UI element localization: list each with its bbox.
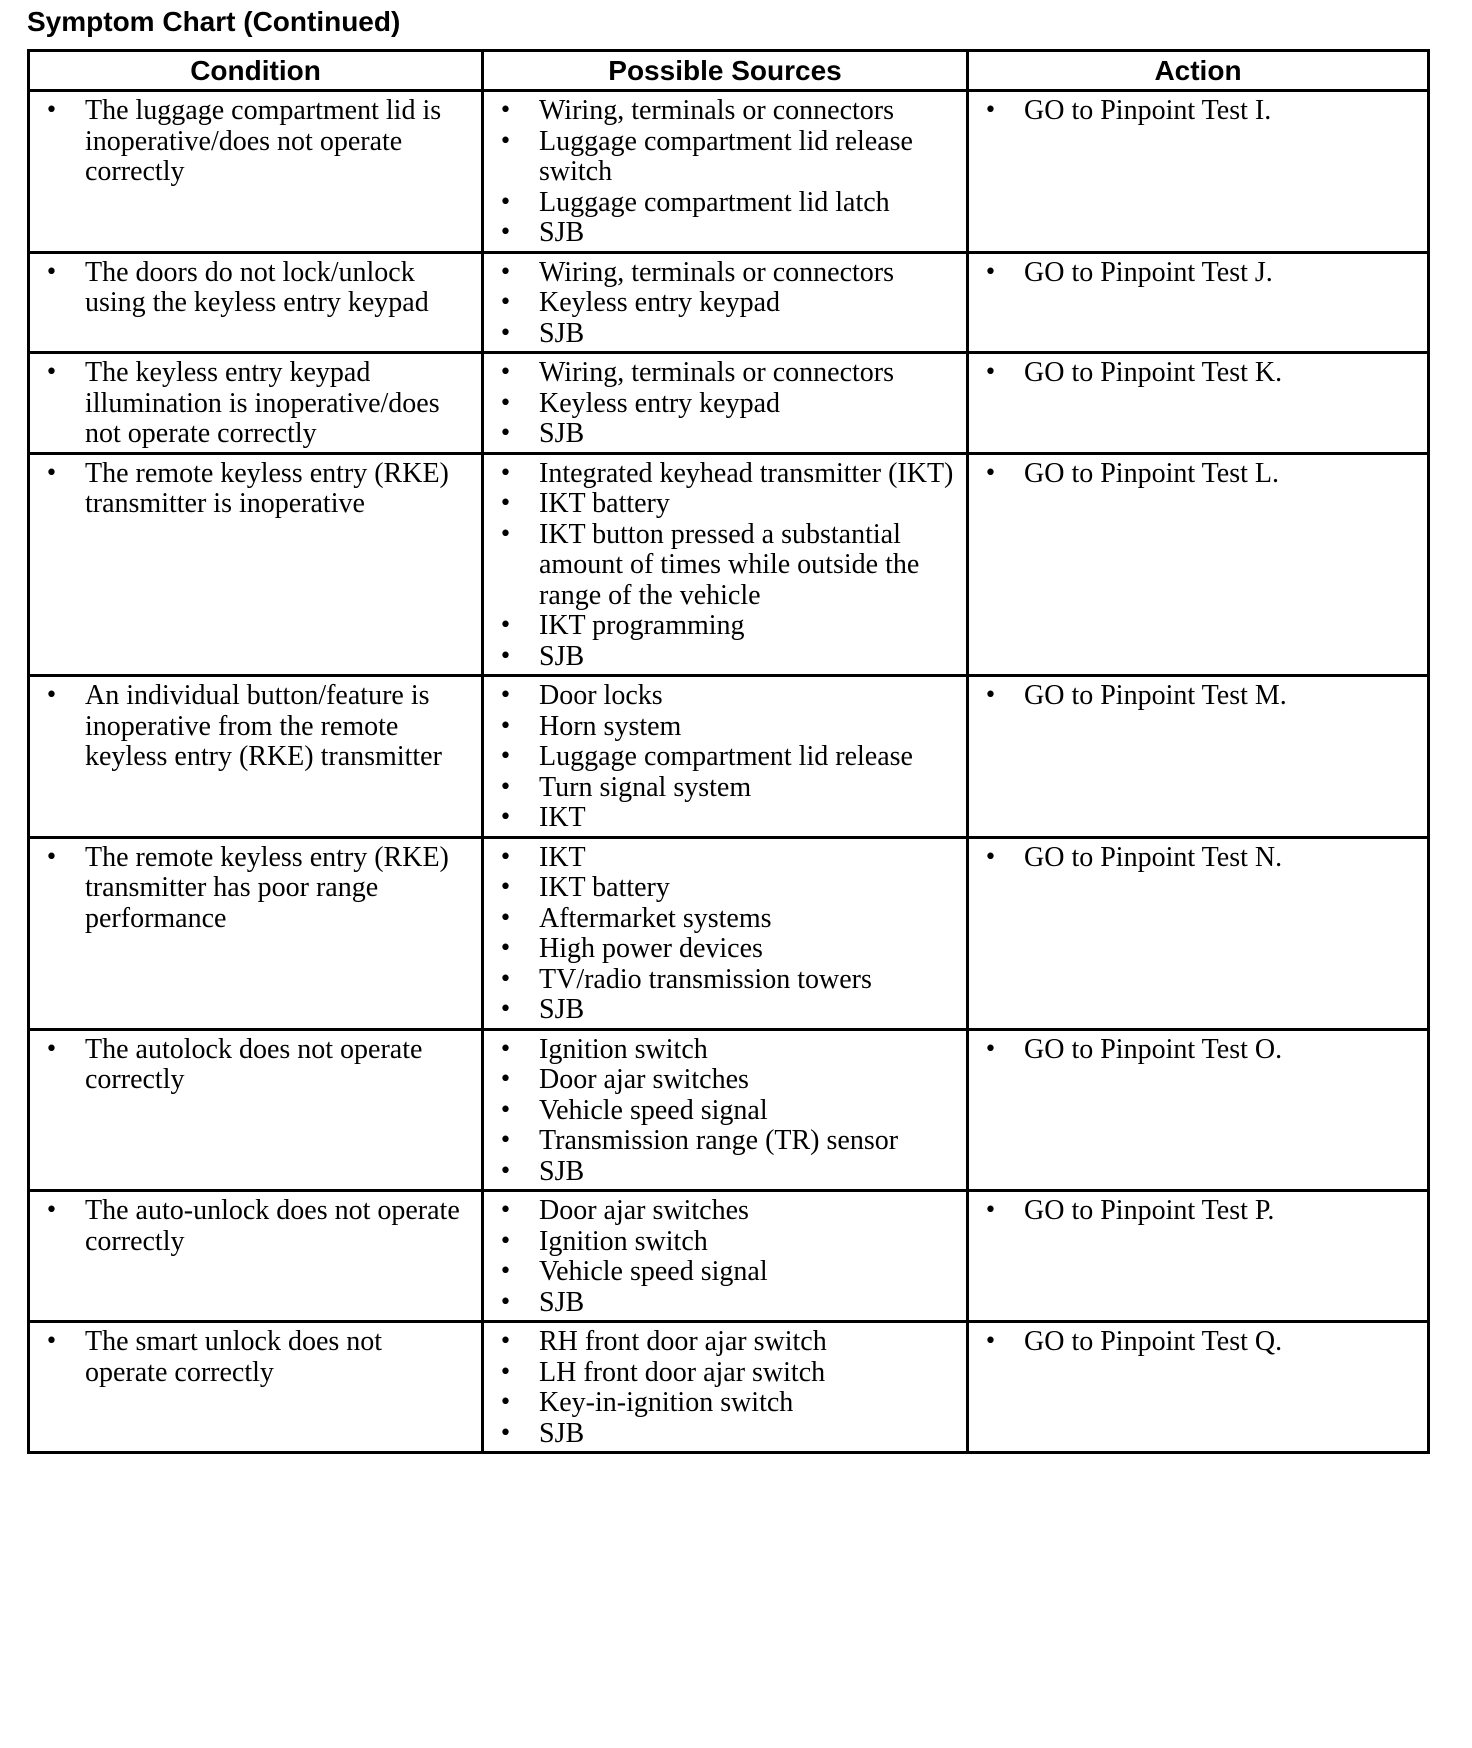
sources-cell bbox=[483, 453, 968, 676]
bullet-item: • SJB bbox=[484, 419, 966, 450]
condition-cell-list bbox=[30, 1327, 481, 1388]
sources-cell bbox=[483, 252, 968, 353]
bullet-item: • SJB bbox=[484, 1157, 966, 1188]
table-row bbox=[29, 837, 1429, 1029]
condition-cell bbox=[29, 676, 483, 838]
bullet-item: • IKT battery bbox=[484, 873, 966, 904]
condition-cell bbox=[29, 837, 483, 1029]
bullet-item: • Key-in-ignition switch bbox=[484, 1388, 966, 1419]
column-header-possible-sources: Possible Sources bbox=[483, 51, 968, 91]
condition-cell-list bbox=[30, 96, 481, 188]
bullet-item: • Wiring, terminals or connectors bbox=[484, 96, 966, 127]
bullet-item: • Aftermarket systems bbox=[484, 904, 966, 935]
condition-cell-list bbox=[30, 459, 481, 520]
bullet-item: • Luggage compartment lid release switch bbox=[484, 127, 966, 188]
column-header-action: Action bbox=[968, 51, 1429, 91]
bullet-item: • IKT programming bbox=[484, 611, 966, 642]
bullet-item: • The keyless entry keypad illumination is inoperative/does not operate correctly bbox=[30, 358, 481, 450]
bullet-item: • Wiring, terminals or connectors bbox=[484, 358, 966, 389]
condition-cell bbox=[29, 1322, 483, 1453]
bullet-item: • Turn signal system bbox=[484, 773, 966, 804]
action-cell-list bbox=[969, 258, 1427, 289]
bullet-item: • Transmission range (TR) sensor bbox=[484, 1126, 966, 1157]
condition-cell bbox=[29, 453, 483, 676]
condition-cell-list bbox=[30, 1035, 481, 1096]
condition-cell-list bbox=[30, 681, 481, 773]
table-row bbox=[29, 91, 1429, 253]
bullet-item: • GO to Pinpoint Test J. bbox=[969, 258, 1427, 289]
action-cell-list bbox=[969, 358, 1427, 389]
action-cell bbox=[968, 453, 1429, 676]
bullet-item: • Vehicle speed signal bbox=[484, 1096, 966, 1127]
sources-cell bbox=[483, 1191, 968, 1322]
bullet-item: • The luggage compartment lid is inoperative/does not operate correctly bbox=[30, 96, 481, 188]
table-row bbox=[29, 676, 1429, 838]
condition-cell bbox=[29, 1191, 483, 1322]
bullet-item: • Keyless entry keypad bbox=[484, 288, 966, 319]
bullet-item: • SJB bbox=[484, 642, 966, 673]
condition-cell bbox=[29, 1029, 483, 1191]
sources-cell bbox=[483, 1322, 968, 1453]
bullet-item: • Door ajar switches bbox=[484, 1065, 966, 1096]
bullet-item: • GO to Pinpoint Test N. bbox=[969, 843, 1427, 874]
condition-cell bbox=[29, 252, 483, 353]
bullet-item: • Ignition switch bbox=[484, 1227, 966, 1258]
sources-cell-list bbox=[484, 1035, 966, 1188]
table-row bbox=[29, 1191, 1429, 1322]
bullet-item: • IKT button pressed a substantial amount of times while outside the range of the vehicle bbox=[484, 520, 966, 612]
action-cell-list bbox=[969, 1327, 1427, 1358]
bullet-item: • An individual button/feature is inoperative from the remote keyless entry (RKE) transmitter bbox=[30, 681, 481, 773]
sources-cell-list bbox=[484, 459, 966, 673]
bullet-item: • TV/radio transmission towers bbox=[484, 965, 966, 996]
bullet-item: • GO to Pinpoint Test Q. bbox=[969, 1327, 1427, 1358]
table-row bbox=[29, 252, 1429, 353]
condition-cell-list bbox=[30, 843, 481, 935]
bullet-item: • Door locks bbox=[484, 681, 966, 712]
table-row bbox=[29, 453, 1429, 676]
bullet-item: • Ignition switch bbox=[484, 1035, 966, 1066]
symptom-chart-table bbox=[27, 49, 1430, 1454]
action-cell-list bbox=[969, 1035, 1427, 1066]
sources-cell-list bbox=[484, 681, 966, 834]
action-cell bbox=[968, 353, 1429, 454]
bullet-item: • GO to Pinpoint Test O. bbox=[969, 1035, 1427, 1066]
condition-cell-list bbox=[30, 358, 481, 450]
bullet-item: • SJB bbox=[484, 218, 966, 249]
bullet-item: • Keyless entry keypad bbox=[484, 389, 966, 420]
bullet-item: • The smart unlock does not operate correctly bbox=[30, 1327, 481, 1388]
action-cell bbox=[968, 252, 1429, 353]
bullet-item: • The auto-unlock does not operate correctly bbox=[30, 1196, 481, 1257]
table-header-row bbox=[29, 51, 1429, 91]
bullet-item: • Horn system bbox=[484, 712, 966, 743]
column-header-condition: Condition bbox=[29, 51, 483, 91]
sources-cell-list bbox=[484, 358, 966, 450]
bullet-item: • Integrated keyhead transmitter (IKT) bbox=[484, 459, 966, 490]
condition-cell bbox=[29, 353, 483, 454]
condition-cell-list bbox=[30, 258, 481, 319]
sources-cell bbox=[483, 676, 968, 838]
bullet-item: • GO to Pinpoint Test L. bbox=[969, 459, 1427, 490]
bullet-item: • SJB bbox=[484, 319, 966, 350]
bullet-item: • GO to Pinpoint Test M. bbox=[969, 681, 1427, 712]
action-cell-list bbox=[969, 843, 1427, 874]
bullet-item: • Vehicle speed signal bbox=[484, 1257, 966, 1288]
sources-cell bbox=[483, 353, 968, 454]
bullet-item: • The autolock does not operate correctly bbox=[30, 1035, 481, 1096]
sources-cell bbox=[483, 1029, 968, 1191]
bullet-item: • RH front door ajar switch bbox=[484, 1327, 966, 1358]
condition-cell-list bbox=[30, 1196, 481, 1257]
bullet-item: • SJB bbox=[484, 995, 966, 1026]
action-cell-list bbox=[969, 1196, 1427, 1227]
bullet-item: • IKT bbox=[484, 803, 966, 834]
bullet-item: • IKT battery bbox=[484, 489, 966, 520]
action-cell bbox=[968, 837, 1429, 1029]
sources-cell-list bbox=[484, 258, 966, 350]
bullet-item: • SJB bbox=[484, 1419, 966, 1450]
action-cell bbox=[968, 1191, 1429, 1322]
action-cell bbox=[968, 1029, 1429, 1191]
condition-cell bbox=[29, 91, 483, 253]
bullet-item: • LH front door ajar switch bbox=[484, 1358, 966, 1389]
bullet-item: • Door ajar switches bbox=[484, 1196, 966, 1227]
bullet-item: • The remote keyless entry (RKE) transmitter is inoperative bbox=[30, 459, 481, 520]
bullet-item: • GO to Pinpoint Test P. bbox=[969, 1196, 1427, 1227]
sources-cell-list bbox=[484, 843, 966, 1026]
action-cell-list bbox=[969, 96, 1427, 127]
sources-cell-list bbox=[484, 1327, 966, 1449]
action-cell-list bbox=[969, 459, 1427, 490]
bullet-item: • GO to Pinpoint Test K. bbox=[969, 358, 1427, 389]
sources-cell-list bbox=[484, 96, 966, 249]
action-cell bbox=[968, 1322, 1429, 1453]
bullet-item: • High power devices bbox=[484, 934, 966, 965]
bullet-item: • Luggage compartment lid release bbox=[484, 742, 966, 773]
bullet-item: • Wiring, terminals or connectors bbox=[484, 258, 966, 289]
action-cell bbox=[968, 676, 1429, 838]
table-row bbox=[29, 353, 1429, 454]
sources-cell-list bbox=[484, 1196, 966, 1318]
page-title: Symptom Chart (Continued) bbox=[27, 6, 401, 37]
action-cell-list bbox=[969, 681, 1427, 712]
table-body bbox=[29, 91, 1429, 1453]
table-row bbox=[29, 1029, 1429, 1191]
bullet-item: • GO to Pinpoint Test I. bbox=[969, 96, 1427, 127]
bullet-item: • IKT bbox=[484, 843, 966, 874]
action-cell bbox=[968, 91, 1429, 253]
bullet-item: • The remote keyless entry (RKE) transmitter has poor range performance bbox=[30, 843, 481, 935]
sources-cell bbox=[483, 91, 968, 253]
bullet-item: • Luggage compartment lid latch bbox=[484, 188, 966, 219]
sources-cell bbox=[483, 837, 968, 1029]
table-row bbox=[29, 1322, 1429, 1453]
bullet-item: • The doors do not lock/unlock using the keyless entry keypad bbox=[30, 258, 481, 319]
bullet-item: • SJB bbox=[484, 1288, 966, 1319]
